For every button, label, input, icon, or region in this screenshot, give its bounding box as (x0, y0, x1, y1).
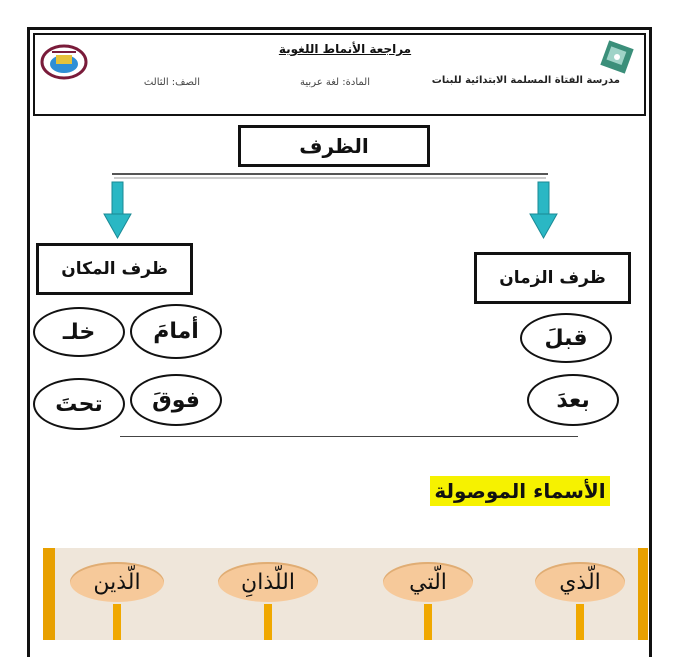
place-word: أمامَ (153, 319, 199, 344)
relative-pronoun-pill (383, 562, 473, 602)
relative-pronoun-pill (535, 562, 625, 602)
school-name: مدرسة الفتاة المسلمة الابتدائية للبنات (431, 75, 620, 86)
place-word: تحتَ (55, 391, 103, 417)
time-word-ellipse (527, 374, 619, 426)
grade-label: الصف: الثالث (143, 77, 200, 88)
place-word-ellipse (33, 378, 125, 430)
relative-pronoun: الّتي (409, 569, 447, 595)
relative-pronoun: اللّذانِ (241, 569, 295, 595)
time-word: بعدَ (556, 387, 590, 413)
time-word: قبلَ (544, 325, 588, 351)
relative-pronoun: الّذي (559, 569, 601, 595)
place-word-ellipse (33, 307, 125, 357)
pill-post (113, 604, 121, 640)
main-topic-box (238, 125, 430, 167)
relative-pronouns-title-text: الأسماء الموصولة (434, 479, 606, 503)
emblem-logo-icon (38, 42, 90, 82)
subject-label: المادة: لغة عربية (300, 77, 370, 88)
relative-pronoun: الّذين (93, 569, 141, 595)
main-topic-label: الظرف (299, 134, 369, 158)
place-word: خلـ (62, 319, 96, 345)
place-adverb-title: ظرف المكان (61, 259, 168, 279)
relative-pronoun-pill (218, 562, 318, 602)
pill-post (424, 604, 432, 640)
arrow-down-right-icon (530, 182, 557, 238)
time-adverb-box (474, 252, 631, 304)
place-word-ellipse (130, 374, 222, 426)
time-adverb-title: ظرف الزمان (499, 268, 606, 288)
place-adverb-box (36, 243, 193, 295)
pill-post (264, 604, 272, 640)
place-word-ellipse (130, 304, 222, 359)
relative-pronoun-pill (70, 562, 164, 602)
worksheet-title: مراجعة الأنماط اللغوية (278, 42, 412, 56)
school-logo-icon (598, 40, 634, 76)
section-divider (120, 436, 578, 437)
arrow-down-left-icon (104, 182, 131, 238)
pill-post (576, 604, 584, 640)
relative-pronouns-title (430, 476, 610, 506)
branch-connector (100, 170, 570, 245)
band-accent-left (43, 548, 55, 640)
time-word-ellipse (520, 313, 612, 363)
band-accent-right (638, 548, 648, 640)
place-word: فوقَ (152, 387, 200, 413)
